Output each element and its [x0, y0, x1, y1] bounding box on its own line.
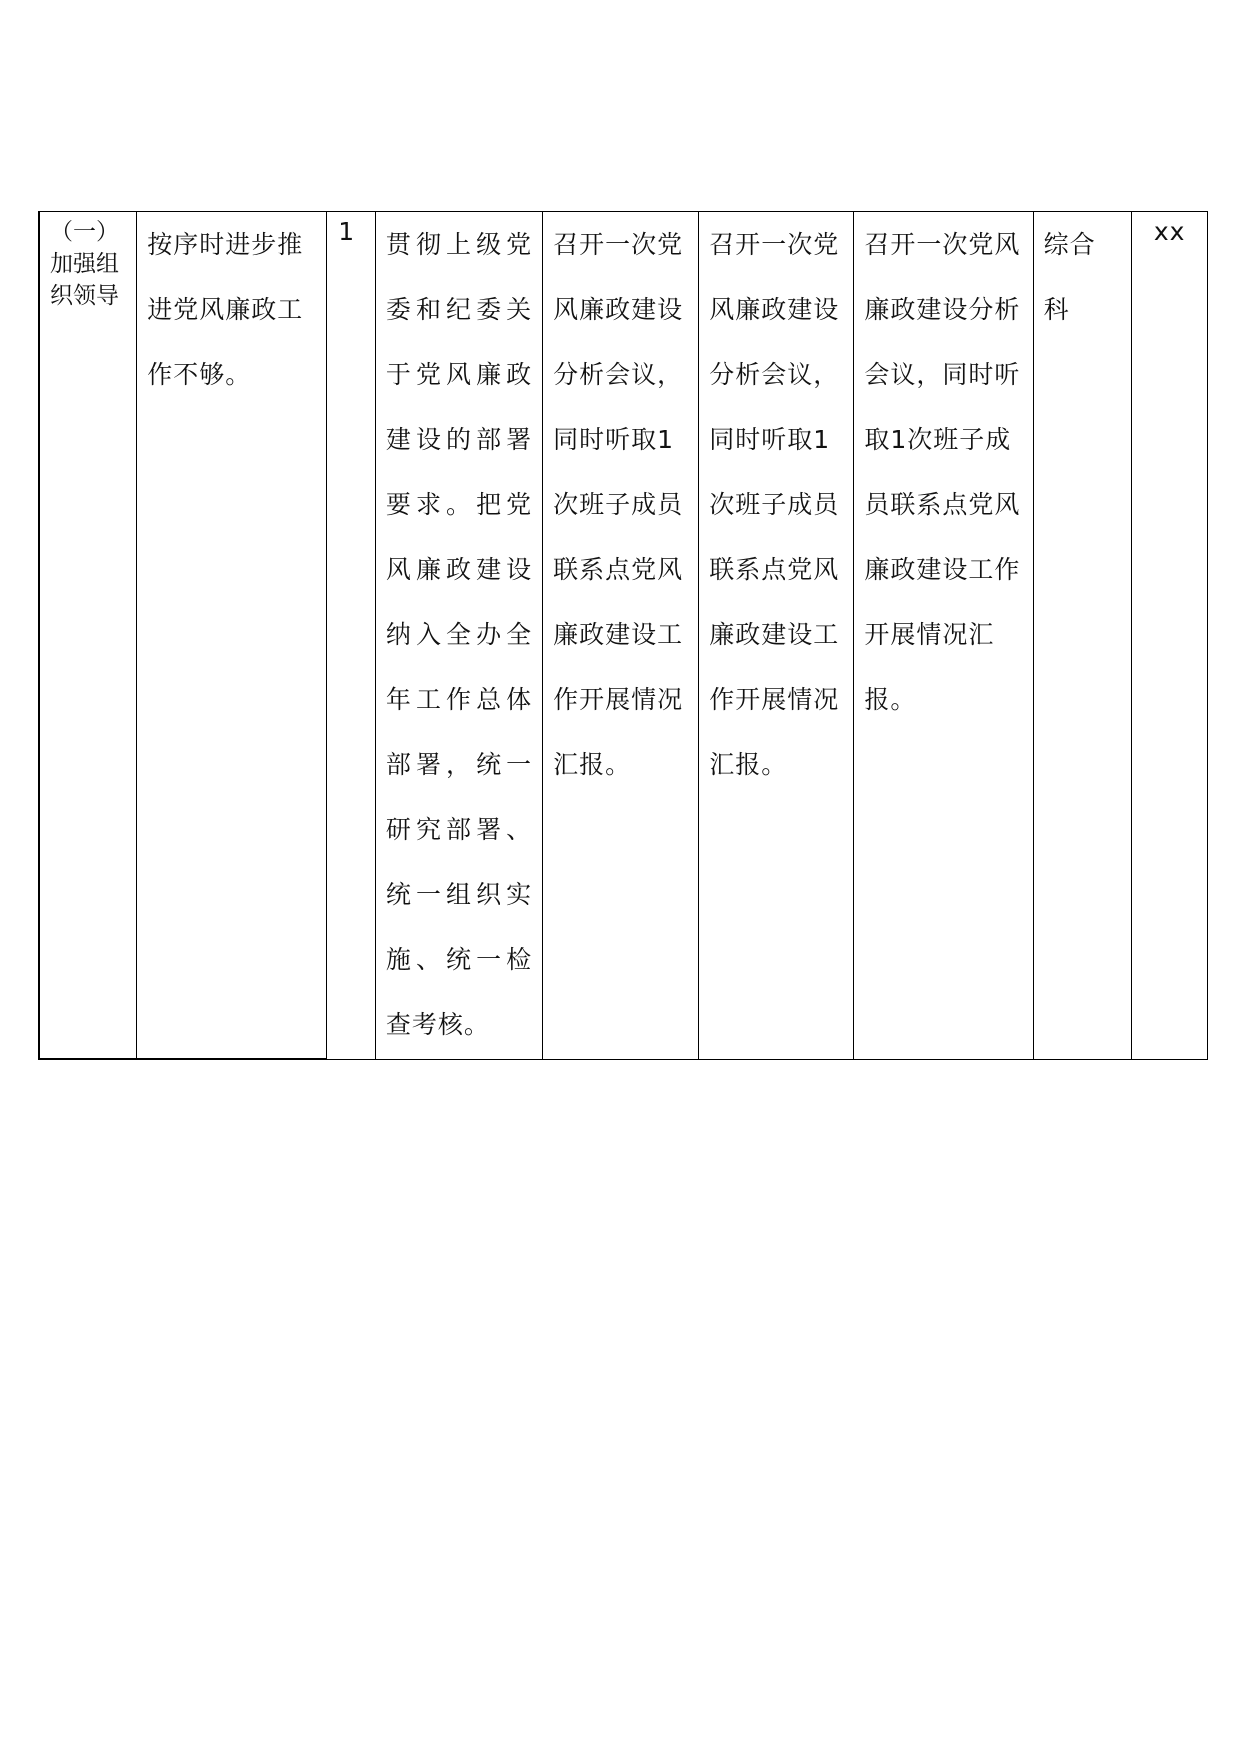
category-cell [39, 212, 137, 1060]
target-b-cell [699, 212, 854, 1060]
department-cell [1033, 212, 1132, 1060]
table-row [39, 212, 1208, 1060]
deadline-text: xx [1153, 217, 1186, 246]
problem-text: 按序时进步推进党风廉政工作不够。 [147, 230, 304, 389]
measure-text: 贯彻上级党委和纪委关于党风廉政建设的部署要求。把党风廉政建设纳入全办全年工作总体部署，统一研究部署、统一组织实施、统一检查考核。 [385, 230, 533, 1039]
problem-cell [137, 212, 326, 1060]
category-text: （一）加强组织领导 [50, 219, 119, 309]
deadline-cell [1132, 212, 1208, 1060]
department-text: 综合科 [1043, 230, 1096, 324]
target-c-text: 召开一次党风廉政建设分析会议，同时听取1次班子成员联系点党风廉政建设工作开展情况汇报。 [864, 230, 1021, 714]
target-a-cell [543, 212, 699, 1060]
rectification-table [38, 211, 1208, 1060]
measure-cell [375, 212, 542, 1060]
target-a-text: 召开一次党风廉政建设分析会议，同时听取1次班子成员联系点党风廉政建设工作开展情况汇报。 [553, 230, 684, 779]
item-number: 1 [338, 217, 356, 246]
target-b-text: 召开一次党风廉政建设分析会议，同时听取1次班子成员联系点党风廉政建设工作开展情况汇报。 [709, 230, 840, 779]
number-cell [326, 212, 375, 1060]
target-c-cell [854, 212, 1033, 1060]
